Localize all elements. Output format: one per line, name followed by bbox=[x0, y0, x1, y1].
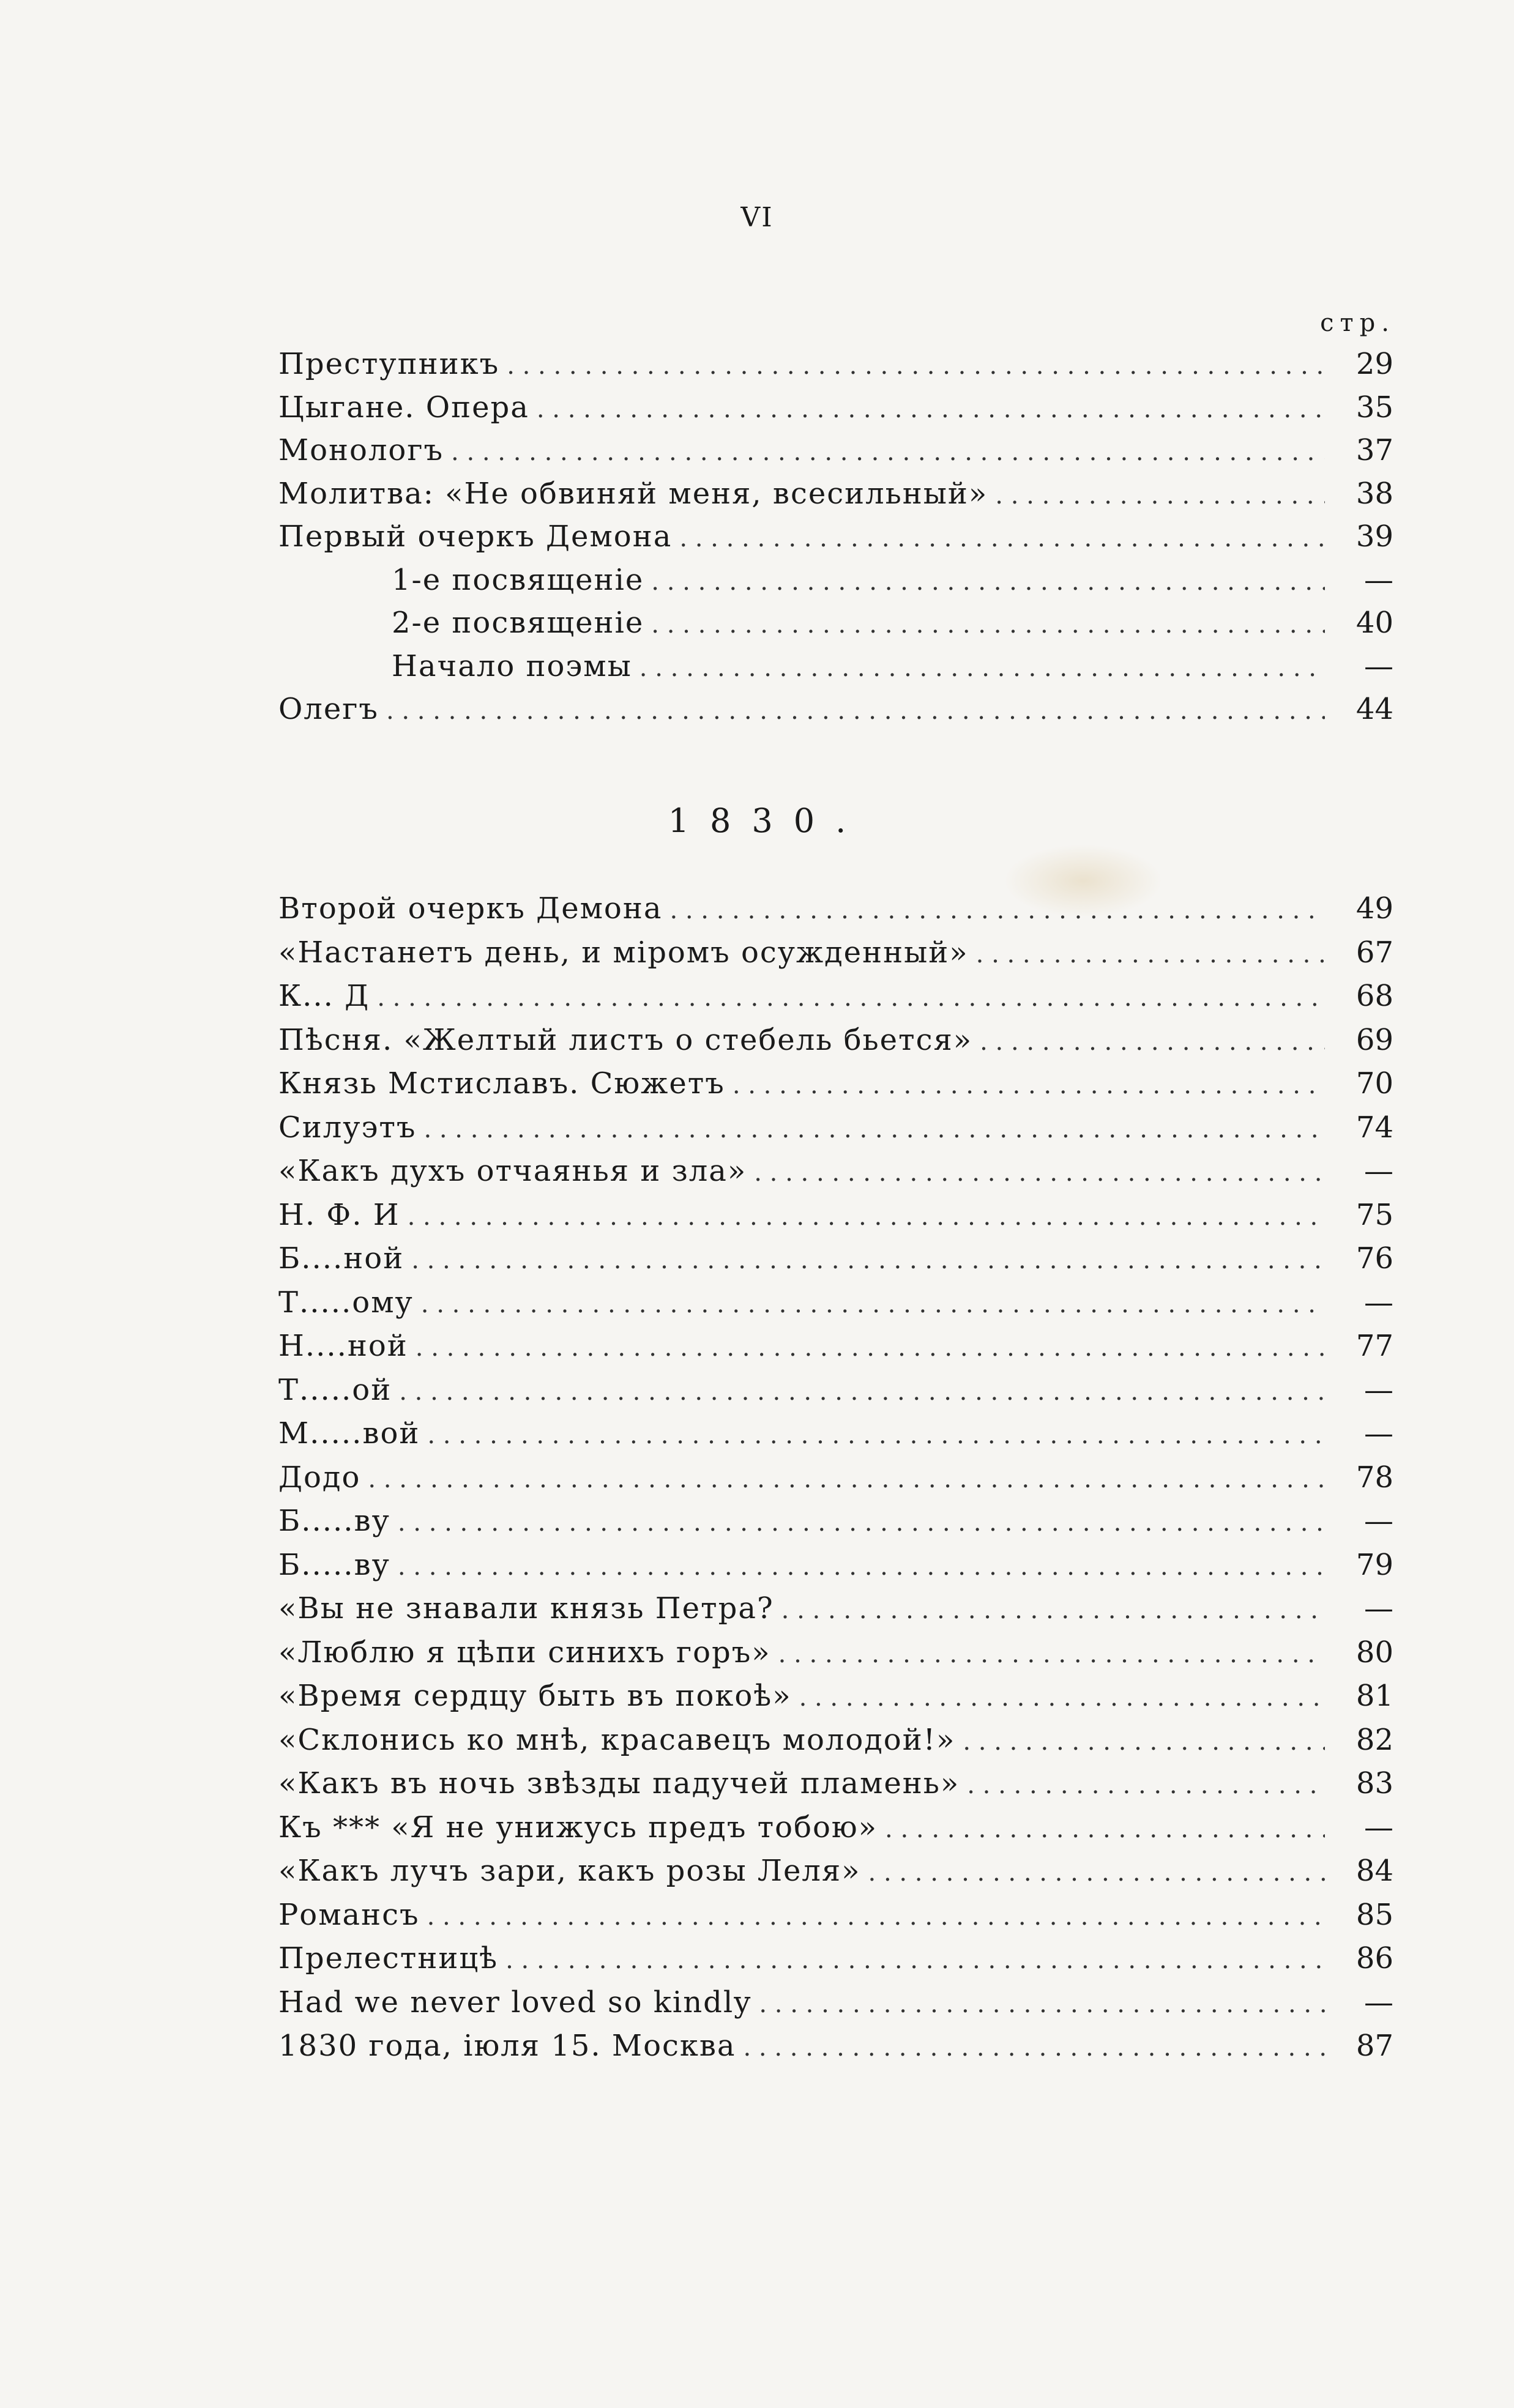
dot-leader bbox=[408, 1195, 1325, 1239]
dot-leader bbox=[507, 344, 1325, 387]
toc-entry bbox=[278, 386, 1393, 429]
toc-entry-title: Цыгане. Опера bbox=[278, 390, 529, 425]
toc-entry-page: 68 bbox=[1356, 979, 1393, 1013]
toc-entry-page: 84 bbox=[1356, 1854, 1393, 1888]
toc-entry-title: 2-е посвященіе bbox=[392, 606, 644, 640]
toc-entry-title: Н. Ф. И bbox=[278, 1197, 400, 1232]
toc-entry bbox=[278, 1281, 1393, 1325]
toc-entry-page: 39 bbox=[1356, 519, 1393, 554]
dot-leader bbox=[411, 1239, 1325, 1282]
dot-leader bbox=[640, 647, 1325, 689]
toc-entry-title: Додо bbox=[278, 1460, 361, 1495]
toc-entry-page: 38 bbox=[1356, 476, 1393, 511]
toc-entry bbox=[278, 1369, 1393, 1413]
dot-leader bbox=[754, 1151, 1325, 1195]
toc-entry-title: 1830 года, іюля 15. Москва bbox=[278, 2029, 736, 2063]
toc-entry bbox=[278, 601, 1393, 645]
toc-entry-title: М.....вой bbox=[278, 1416, 420, 1451]
toc-entry-page: 29 bbox=[1356, 347, 1393, 381]
toc-entry bbox=[278, 1806, 1393, 1850]
dot-leader bbox=[743, 2026, 1325, 2070]
toc-list-1830 bbox=[278, 887, 1393, 2068]
toc-entry-page: 76 bbox=[1356, 1241, 1393, 1276]
toc-entry bbox=[278, 645, 1393, 688]
toc-entry-title: Князь Мстиславъ. Сюжетъ bbox=[278, 1066, 725, 1101]
toc-entry-title: К... Д bbox=[278, 979, 370, 1013]
toc-entry-title: «Какъ духъ отчаянья и зла» bbox=[278, 1154, 747, 1188]
toc-entry-title: Первый очеркъ Демона bbox=[278, 519, 673, 554]
toc-entry bbox=[278, 688, 1393, 731]
toc-entry-page: 78 bbox=[1356, 1460, 1393, 1495]
toc-entry-page: 74 bbox=[1356, 1110, 1393, 1145]
toc-entry-page: — bbox=[1364, 1985, 1393, 2020]
toc-entry-title: Б.....ву bbox=[278, 1547, 390, 1582]
toc-entry-title: Б.....ву bbox=[278, 1504, 390, 1538]
toc-entry bbox=[278, 1106, 1393, 1150]
toc-entry-page: 83 bbox=[1356, 1766, 1393, 1800]
toc-entry-title: Романсъ bbox=[278, 1897, 420, 1932]
toc-entry-title: Т.....ой bbox=[278, 1372, 392, 1407]
toc-entry bbox=[278, 931, 1393, 975]
toc-entry-title: Молитва: «Не обвиняй меня, всесильный» bbox=[278, 476, 988, 511]
toc-entry-page: 67 bbox=[1356, 935, 1393, 970]
dot-leader bbox=[885, 1808, 1325, 1851]
toc-entry-page: — bbox=[1364, 1154, 1393, 1188]
dot-leader bbox=[398, 1545, 1325, 1589]
toc-entry bbox=[278, 472, 1393, 516]
toc-entry-page: 81 bbox=[1356, 1679, 1393, 1713]
toc-entry bbox=[278, 429, 1393, 472]
toc-entry-page: — bbox=[1364, 1810, 1393, 1845]
toc-entry-page: 80 bbox=[1356, 1635, 1393, 1670]
toc-entry-page: — bbox=[1364, 562, 1393, 597]
toc-entry bbox=[278, 1412, 1393, 1456]
toc-entry bbox=[278, 1587, 1393, 1631]
toc-entry-page: 75 bbox=[1356, 1197, 1393, 1232]
toc-entry bbox=[278, 343, 1393, 386]
dot-leader bbox=[386, 689, 1325, 732]
toc-entry-title: Had we never loved so kindly bbox=[278, 1985, 752, 2020]
toc-entry bbox=[278, 1849, 1393, 1893]
toc-entry-title: 1-е посвященіе bbox=[392, 562, 644, 597]
toc-entry-title: «Настанетъ день, и міромъ осужденный» bbox=[278, 935, 969, 970]
dot-leader bbox=[421, 1283, 1325, 1326]
dot-leader bbox=[781, 1589, 1325, 1632]
dot-leader bbox=[427, 1895, 1325, 1939]
toc-entry-page: — bbox=[1364, 1416, 1393, 1451]
toc-entry-page: 44 bbox=[1356, 692, 1393, 726]
toc-entry-page: 79 bbox=[1356, 1547, 1393, 1582]
dot-leader bbox=[399, 1370, 1325, 1414]
toc-entry-page: — bbox=[1364, 1285, 1393, 1320]
toc-entry-title: Начало поэмы bbox=[392, 648, 632, 683]
toc-entry-page: 77 bbox=[1356, 1329, 1393, 1363]
dot-leader bbox=[416, 1326, 1325, 1370]
dot-leader bbox=[733, 1064, 1325, 1107]
dot-leader bbox=[679, 517, 1325, 560]
dot-leader bbox=[651, 560, 1325, 603]
dot-leader bbox=[505, 1939, 1325, 1982]
toc-entry bbox=[278, 1544, 1393, 1588]
page-number: VI bbox=[740, 202, 774, 233]
toc-entry-page: 86 bbox=[1356, 1941, 1393, 1975]
toc-entry bbox=[278, 1719, 1393, 1763]
dot-leader bbox=[995, 474, 1325, 517]
section-year-heading: 1830. bbox=[668, 801, 867, 840]
dot-leader bbox=[398, 1501, 1325, 1545]
toc-entry-title: Т.....ому bbox=[278, 1285, 414, 1320]
toc-entry-title: Второй очеркъ Демона bbox=[278, 891, 663, 926]
toc-entry-title: Прелестницѣ bbox=[278, 1941, 499, 1975]
toc-entry bbox=[278, 559, 1393, 602]
dot-leader bbox=[423, 1108, 1325, 1151]
toc-entry-title: Преступникъ bbox=[278, 347, 500, 381]
toc-entry-page: 87 bbox=[1356, 2029, 1393, 2063]
toc-entry bbox=[278, 1674, 1393, 1719]
toc-entry-page: 85 bbox=[1356, 1897, 1393, 1932]
toc-entry-title: Н....ной bbox=[278, 1329, 408, 1363]
toc-entry bbox=[278, 1062, 1393, 1106]
toc-entry-page: — bbox=[1364, 1591, 1393, 1626]
toc-entry bbox=[278, 887, 1393, 931]
toc-entry-title: «Время сердцу быть въ покоѣ» bbox=[278, 1679, 792, 1713]
dot-leader bbox=[669, 889, 1325, 932]
toc-entry-title: Пѣсня. «Желтый листъ о стебель бьется» bbox=[278, 1022, 973, 1057]
dot-leader bbox=[967, 1764, 1325, 1807]
toc-entry-title: «Склонись ко мнѣ, красавецъ молодой!» bbox=[278, 1722, 956, 1757]
toc-entry bbox=[278, 2024, 1393, 2068]
toc-entry bbox=[278, 1937, 1393, 1981]
toc-entry-page: — bbox=[1364, 1372, 1393, 1407]
dot-leader bbox=[368, 1458, 1325, 1501]
toc-entry-title: «Какъ лучъ зари, какъ розы Леля» bbox=[278, 1854, 861, 1888]
toc-entry-page: 69 bbox=[1356, 1022, 1393, 1057]
dot-leader bbox=[799, 1676, 1325, 1720]
toc-entry-title: Б....ной bbox=[278, 1241, 405, 1276]
toc-entry bbox=[278, 1456, 1393, 1500]
toc-entry-title: «Вы не знавали князь Петра? bbox=[278, 1591, 774, 1626]
toc-entry-page: 40 bbox=[1356, 606, 1393, 640]
dot-leader bbox=[759, 1983, 1325, 2026]
toc-entry-title: Монологъ bbox=[278, 433, 444, 467]
toc-entry-page: — bbox=[1364, 1504, 1393, 1538]
page-column-header: стр. bbox=[1320, 309, 1395, 337]
toc-entry-title: Силуэтъ bbox=[278, 1110, 417, 1145]
dot-leader bbox=[778, 1633, 1325, 1676]
toc-entry-page: 35 bbox=[1356, 390, 1393, 425]
toc-entry bbox=[278, 1981, 1393, 2025]
dot-leader bbox=[427, 1414, 1325, 1457]
toc-entry bbox=[278, 975, 1393, 1019]
dot-leader bbox=[980, 1020, 1325, 1064]
toc-entry-title: Къ *** «Я не унижусь предъ тобою» bbox=[278, 1810, 878, 1845]
toc-entry bbox=[278, 1150, 1393, 1194]
toc-entry bbox=[278, 1194, 1393, 1238]
toc-entry bbox=[278, 515, 1393, 559]
toc-list-top bbox=[278, 343, 1393, 731]
toc-entry bbox=[278, 1762, 1393, 1806]
toc-entry-page: — bbox=[1364, 648, 1393, 683]
dot-leader bbox=[451, 431, 1325, 474]
dot-leader bbox=[976, 933, 1325, 976]
dot-leader bbox=[537, 388, 1325, 431]
toc-entry-page: 49 bbox=[1356, 891, 1393, 926]
toc-entry bbox=[278, 1325, 1393, 1369]
toc-entry bbox=[278, 1237, 1393, 1281]
toc-entry-title: «Какъ въ ночь звѣзды падучей пламень» bbox=[278, 1766, 960, 1800]
dot-leader bbox=[651, 603, 1325, 646]
toc-entry-page: 37 bbox=[1356, 433, 1393, 467]
toc-entry bbox=[278, 1631, 1393, 1675]
toc-entry-title: Олегъ bbox=[278, 692, 379, 726]
toc-entry-title: «Люблю я цѣпи синихъ горъ» bbox=[278, 1635, 771, 1670]
dot-leader bbox=[868, 1851, 1325, 1895]
toc-entry bbox=[278, 1893, 1393, 1938]
toc-entry-page: 70 bbox=[1356, 1066, 1393, 1101]
dot-leader bbox=[377, 976, 1325, 1020]
toc-entry bbox=[278, 1019, 1393, 1063]
toc-entry bbox=[278, 1499, 1393, 1544]
toc-entry-page: 82 bbox=[1356, 1722, 1393, 1757]
dot-leader bbox=[963, 1720, 1325, 1764]
